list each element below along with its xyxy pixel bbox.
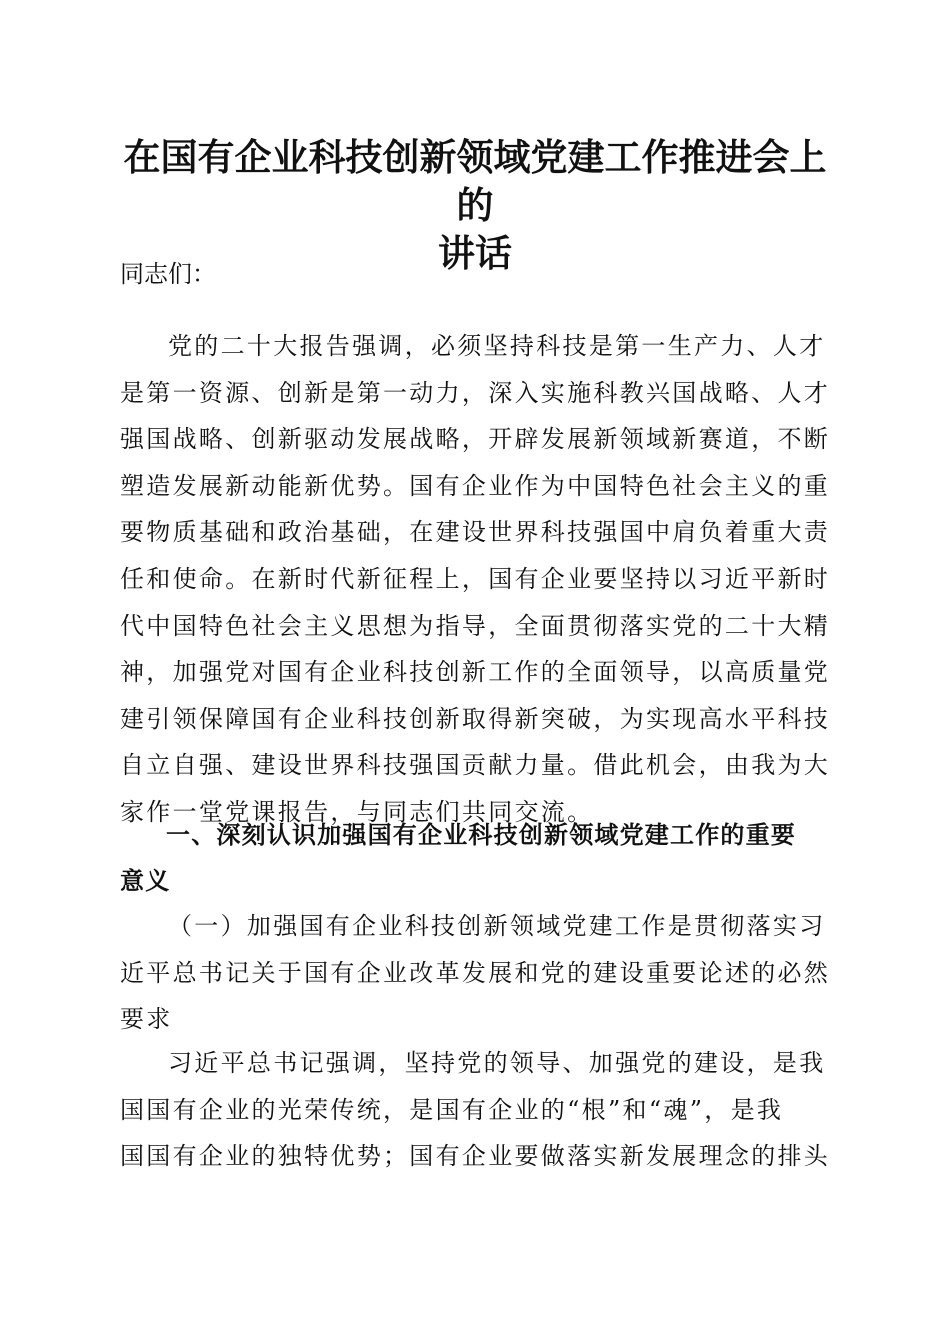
- document-title: [110, 133, 840, 277]
- heading-line: 一、深刻认识加强国有企业科技创新领域党建工作的重要: [166, 821, 796, 849]
- paragraph-line: 是第一资源、创新是第一动力，深入实施科教兴国战略、人才: [120, 378, 831, 407]
- section-heading-1: [120, 812, 827, 904]
- heading-line: 近平总书记关于国有企业改革发展和党的建设重要论述的必然: [120, 958, 831, 987]
- paragraph-line: 强国战略、创新驱动发展战略，开辟发展新领域新赛道，不断: [120, 425, 831, 454]
- title-line: 在国有企业科技创新领域党建工作推进会上的: [123, 135, 827, 227]
- paragraph-line: 国国有企业的独特优势；国有企业要做落实新发展理念的排头: [120, 1142, 831, 1171]
- heading-line: （一）加强国有企业科技创新领域党建工作是贯彻落实习: [168, 912, 826, 940]
- paragraph-line: 习近平总书记强调，坚持党的领导、加强党的建设，是我: [168, 1049, 826, 1077]
- paragraph-line: 神，加强党对国有企业科技创新工作的全面领导，以高质量党: [120, 658, 831, 687]
- title-line: 讲话: [438, 231, 512, 275]
- heading-line: 意义: [120, 867, 171, 895]
- paragraph-line: 要物质基础和政治基础，在建设世界科技强国中肩负着重大责: [120, 518, 831, 547]
- paragraph-line: 代中国特色社会主义思想为指导，全面贯彻落实党的二十大精: [120, 611, 831, 640]
- paragraph-line: 塑造发展新动能新优势。国有企业作为中国特色社会主义的重: [120, 471, 831, 500]
- paragraph-line: 国国有企业的光荣传统，是国有企业的“根”和“魂”，是我: [120, 1095, 784, 1124]
- paragraph-intro: [120, 323, 831, 836]
- salutation: 同志们：: [120, 260, 216, 288]
- paragraph-line: 任和使命。在新时代新征程上，国有企业要坚持以习近平新时: [120, 564, 831, 593]
- paragraph-line: 自立自强、建设世界科技强国贡献力量。借此机会，由我为大: [120, 751, 831, 780]
- paragraph-line: 建引领保障国有企业科技创新取得新突破，为实现高水平科技: [120, 704, 831, 733]
- paragraph-line: 家作一堂党课报告，与同志们共同交流。: [120, 797, 594, 826]
- paragraph-line: 党的二十大报告强调，必须坚持科技是第一生产力、人才: [168, 332, 826, 360]
- subsection-heading-1: [120, 903, 831, 1043]
- heading-line: 要求: [120, 1005, 173, 1034]
- paragraph-body: [120, 1040, 831, 1180]
